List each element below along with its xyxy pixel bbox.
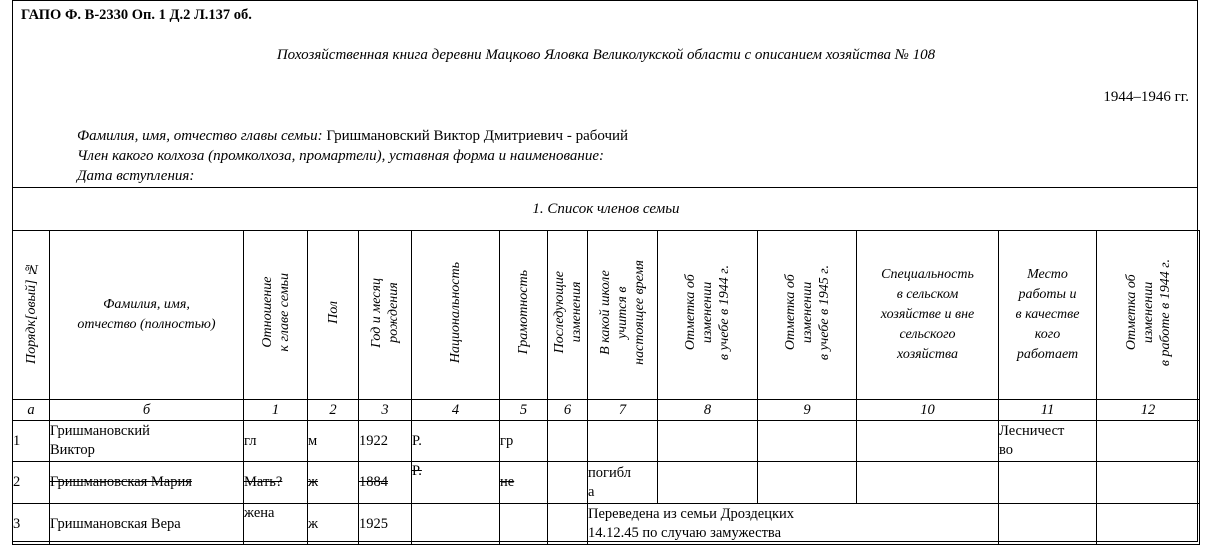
- col-header: Год и месяц рождения: [359, 231, 412, 400]
- cell-study-1944: [658, 462, 758, 504]
- table-row: [13, 504, 1200, 545]
- cell-work-1944: [1097, 421, 1200, 462]
- head-of-family-label: Фамилия, имя, отчество главы семьи:: [77, 128, 323, 144]
- col-header: Последующие изменения: [548, 231, 588, 400]
- cell-name: Гришмановская Вера: [50, 504, 244, 545]
- archive-reference: ГАПО Ф. В-2330 Оп. 1 Д.2 Л.137 об.: [21, 7, 252, 23]
- column-number: 3: [359, 400, 412, 421]
- cell-school: погибл а: [588, 462, 658, 504]
- family-members-table: [12, 230, 1200, 545]
- table-header-row: [13, 231, 1200, 400]
- cell-relation: Мать?: [244, 462, 308, 504]
- column-number: 1: [244, 400, 308, 421]
- cell-changes: [548, 504, 588, 545]
- cell-workplace: [999, 462, 1097, 504]
- cell-birth: 1884: [359, 462, 412, 504]
- cell-birth: 1922: [359, 421, 412, 462]
- cell-sex: ж: [308, 462, 359, 504]
- cell-name: Гришмановская Мария: [50, 462, 244, 504]
- cell-number: 1: [13, 421, 50, 462]
- column-number: 10: [857, 400, 999, 421]
- table-row: [13, 421, 1200, 462]
- cell-study-1945: [758, 421, 857, 462]
- col-header: Фамилия, имя, отчество (полностью): [50, 231, 244, 400]
- column-number: 7: [588, 400, 658, 421]
- cell-literacy: не: [500, 462, 548, 504]
- cell-specialty: [857, 421, 999, 462]
- cell-relation: жена: [244, 504, 308, 545]
- column-number: 6: [548, 400, 588, 421]
- col-header: Национальность: [412, 231, 500, 400]
- cell-number: 2: [13, 462, 50, 504]
- document-page: [12, 0, 1198, 542]
- header-divider: [13, 187, 1197, 188]
- cell-specialty: [857, 462, 999, 504]
- cell-sex: м: [308, 421, 359, 462]
- col-header: Отметка об изменении в работе в 1944 г.: [1097, 231, 1200, 400]
- years-range: 1944–1946 гг.: [1103, 89, 1189, 105]
- cell-workplace: Лесничест во: [999, 421, 1097, 462]
- column-number: б: [50, 400, 244, 421]
- column-number: 9: [758, 400, 857, 421]
- column-number: 2: [308, 400, 359, 421]
- col-header: Порядк[овый] №: [13, 231, 50, 400]
- column-number: 12: [1097, 400, 1200, 421]
- col-header: Грамотность: [500, 231, 548, 400]
- cell-school: [588, 421, 658, 462]
- col-header: Отметка об изменении в учебе в 1945 г.: [758, 231, 857, 400]
- cell-work-1944: [1097, 462, 1200, 504]
- cell-name: Гришмановский Виктор: [50, 421, 244, 462]
- cell-relation: гл: [244, 421, 308, 462]
- col-header: Специальность в сельском хозяйстве и вне сельского хозяйства: [857, 231, 999, 400]
- cell-workplace: [1097, 504, 1200, 545]
- column-number: 4: [412, 400, 500, 421]
- cell-sex: ж: [308, 504, 359, 545]
- cell-changes: [548, 462, 588, 504]
- cell-study-1945: [758, 462, 857, 504]
- col-header: Место работы и в качестве кого работает: [999, 231, 1097, 400]
- kolkhoz-line: Член какого колхоза (промколхоза, промартели), уставная форма и наименование:: [77, 148, 604, 164]
- column-number: 8: [658, 400, 758, 421]
- cell-transfer-note: Переведена из семьи Дроздецких 14.12.45 по случаю замужества: [588, 504, 999, 545]
- head-of-family-line: [77, 128, 628, 145]
- head-of-family-value: Гришмановский Виктор Дмитриевич - рабочий: [326, 128, 629, 144]
- column-number: 5: [500, 400, 548, 421]
- cell-specialty: [999, 504, 1097, 545]
- cell-nationality: [412, 504, 500, 545]
- cell-literacy: гр: [500, 421, 548, 462]
- col-header: Отношение к главе семьи: [244, 231, 308, 400]
- join-date-line: Дата вступления:: [77, 168, 195, 184]
- cell-changes: [548, 421, 588, 462]
- section-title: 1. Список членов семьи: [532, 201, 680, 217]
- cell-study-1944: [658, 421, 758, 462]
- cell-nationality: Р.: [412, 421, 500, 462]
- col-header: В какой школе учится в настоящее время: [588, 231, 658, 400]
- column-number-row: [13, 400, 1200, 421]
- column-number: а: [13, 400, 50, 421]
- col-header: Отметка об изменении в учебе в 1944 г.: [658, 231, 758, 400]
- cell-nationality: Р.: [412, 462, 500, 504]
- cell-literacy: [500, 504, 548, 545]
- cell-number: 3: [13, 504, 50, 545]
- col-header: Пол: [308, 231, 359, 400]
- table-row: [13, 462, 1200, 504]
- cell-birth: 1925: [359, 504, 412, 545]
- document-title: Похозяйственная книга деревни Мацково Яловка Великолукской области с описанием хозяйства № 108: [276, 47, 936, 63]
- column-number: 11: [999, 400, 1097, 421]
